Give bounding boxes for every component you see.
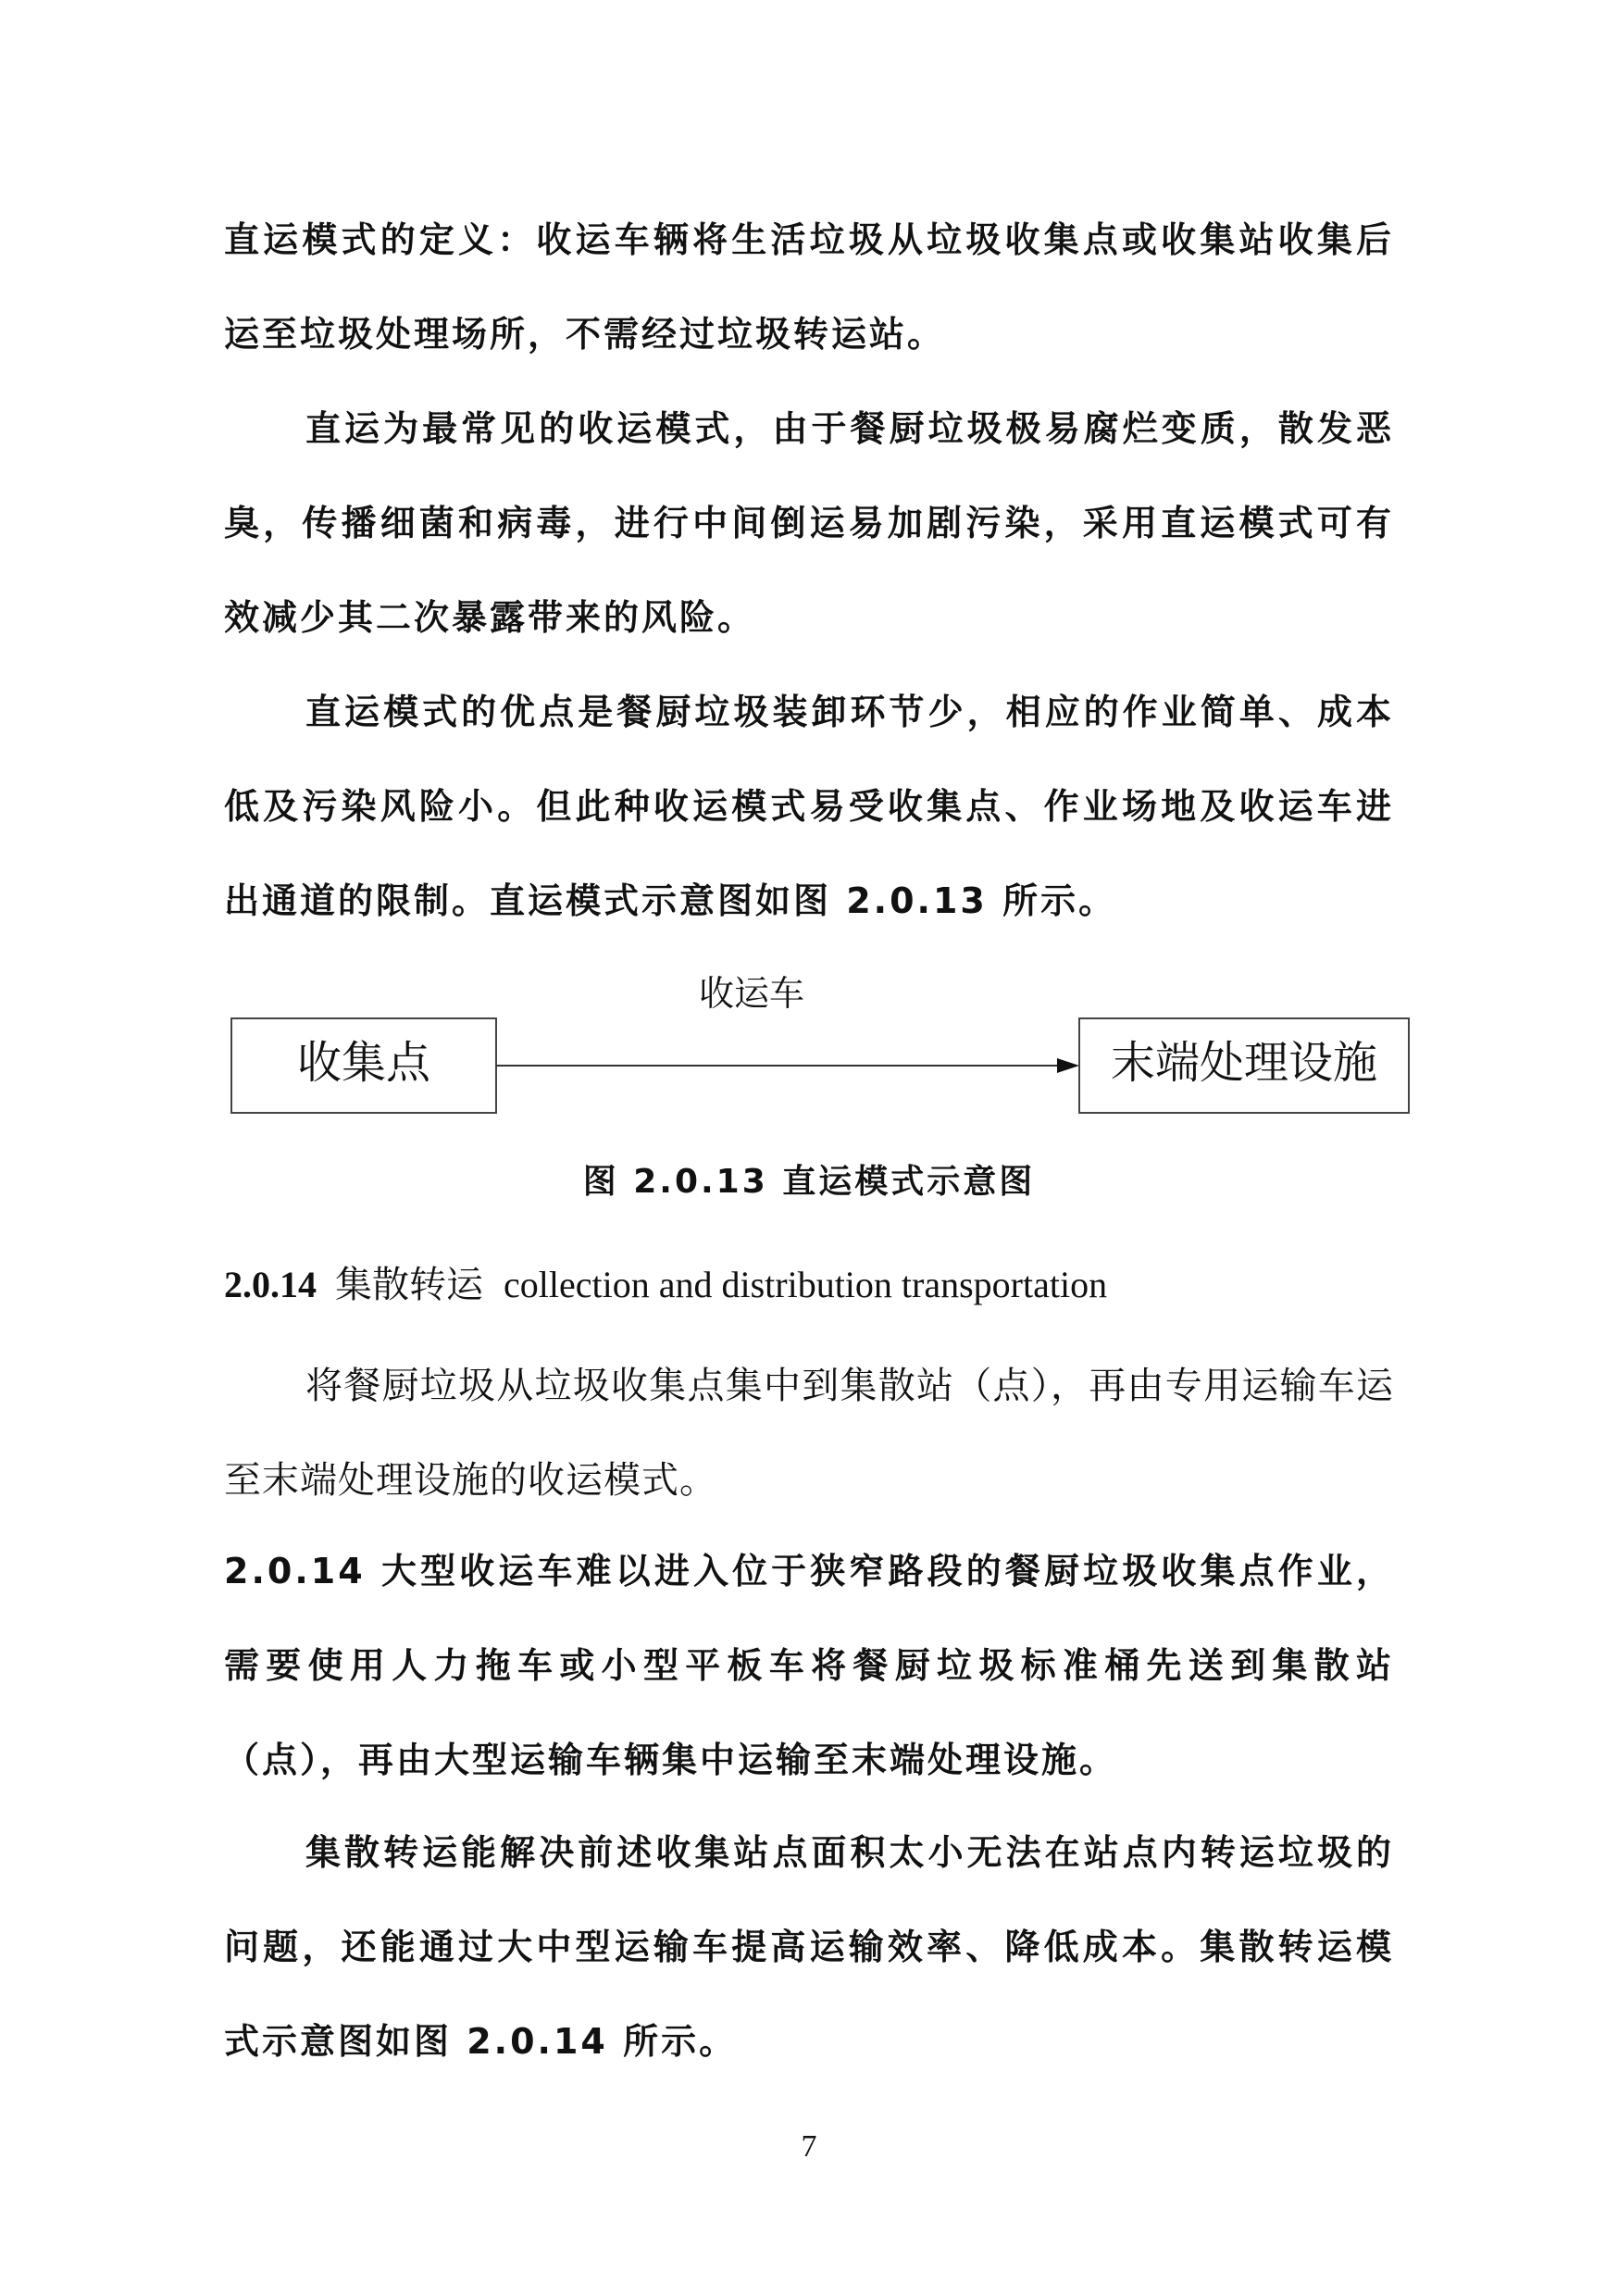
term-heading <box>224 1255 1427 1308</box>
explanation-paragraph-1: 2.0.14 大型收运车难以进入位于狭窄路段的餐厨垃圾收集点作业，需要使用人力拖车或小型平板车将餐厨垃圾标准桶先送到集散站（点），再由大型运输车辆集中运输至末端处理设施。 <box>224 1551 1394 1780</box>
source-label: 收集点 <box>296 1037 431 1089</box>
target-label: 末端处理设施 <box>1110 1037 1378 1089</box>
page-number: 7 <box>801 2129 817 2164</box>
paragraph-direct-definition: 直运模式的定义：收运车辆将生活垃圾从垃圾收集点或收集站收集后运至垃圾处理场所，不需经过垃圾转运站。 <box>224 219 1394 355</box>
explanation-paragraph-2: 集散转运能解决前述收集站点面积太小无法在站点内转运垃圾的问题，还能通过大中型运输车提高运输效率、降低成本。集散转运模式示意图如图 2.0.14 所示。 <box>224 1832 1394 2062</box>
paragraph-direct-advantage: 直运模式的优点是餐厨垃圾装卸环节少，相应的作业简单、成本低及污染风险小。但此种收运模式易受收集点、作业场地及收运车进出通道的限制。直运模式示意图如图 2.0.13 所示。 <box>224 692 1394 921</box>
term-number: 2.0.14 <box>224 1264 317 1305</box>
term-name-cn: 集散转运 <box>335 1264 483 1305</box>
direct-mode-diagram <box>224 972 1418 1157</box>
term-name-en: collection and distribution transportation <box>504 1264 1108 1305</box>
flow-arrowhead <box>1057 1058 1079 1073</box>
paragraph-direct-reason: 直运为最常见的收运模式，由于餐厨垃圾极易腐烂变质，散发恶臭，传播细菌和病毒，进行中间倒运易加剧污染，采用直运模式可有效减少其二次暴露带来的风险。 <box>224 408 1394 638</box>
term-definition: 将餐厨垃圾从垃圾收集点集中到集散站（点），再由专用运输车运至末端处理设施的收运模式。 <box>224 1365 1394 1502</box>
arrow-label: 收运车 <box>698 973 805 1014</box>
figure-caption: 图 2.0.13 直运模式示意图 <box>582 1163 1036 1201</box>
